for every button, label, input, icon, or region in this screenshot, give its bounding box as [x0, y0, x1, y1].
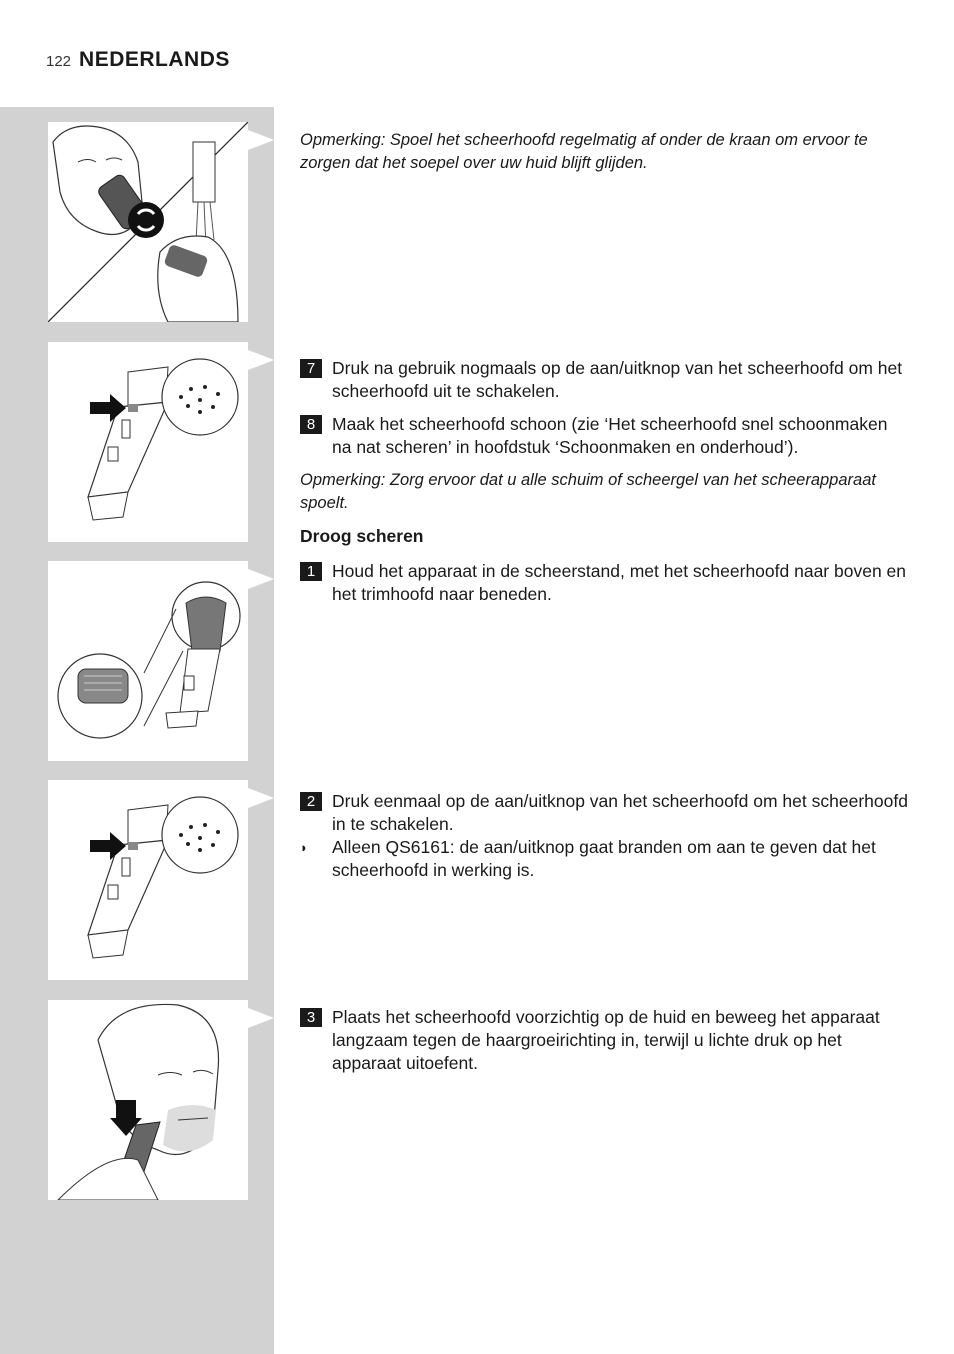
heading-dry-shaving: Droog scheren — [300, 526, 424, 546]
step-number-badge: 8 — [300, 415, 322, 434]
step-number-badge: 7 — [300, 359, 322, 378]
step-number-badge: 2 — [300, 792, 322, 811]
illustration-press-button — [48, 342, 248, 542]
section-language-title: NEDERLANDS — [79, 48, 230, 71]
step-number-badge: 3 — [300, 1008, 322, 1027]
bullet-text: Alleen QS6161: de aan/uitknop gaat branden om aan te geven dat het scheerhoofd in werking is. — [332, 837, 876, 880]
illustration-press-button-2 — [48, 780, 248, 980]
bullet-item — [300, 836, 910, 882]
bullet-marker-icon: ◗ — [300, 840, 308, 855]
section-switch-on — [300, 790, 910, 882]
illustration-pointer — [248, 569, 274, 589]
section-after-use — [300, 357, 910, 616]
illustration-pointer — [248, 350, 274, 370]
page-number: 122 — [46, 53, 72, 70]
step-2 — [300, 790, 910, 836]
section-rinse-note — [300, 129, 910, 175]
note-rinse: Opmerking: Spoel het scheerhoofd regelmatig af onder de kraan om ervoor te zorgen dat het soepel over uw huid blijft glijden. — [300, 131, 868, 172]
step-text: Houd het apparaat in de scheerstand, met het scheerhoofd naar boven en het trimhoofd naar beneden. — [332, 561, 907, 604]
step-1 — [300, 560, 910, 606]
step-text: Maak het scheerhoofd schoon (zie ‘Het scheerhoofd snel schoonmaken na nat scheren’ in hoofdstuk ‘Schoonmaken en onderhoud’). — [332, 414, 888, 457]
step-text: Druk na gebruik nogmaals op de aan/uitknop van het scheerhoofd om het scheerhoofd uit te schakelen. — [332, 358, 903, 401]
section-shave — [300, 1006, 910, 1085]
step-7 — [300, 357, 910, 403]
step-3 — [300, 1006, 910, 1075]
step-number-badge: 1 — [300, 562, 322, 581]
illustration-rinse-shaver — [48, 122, 248, 322]
page-header — [46, 48, 230, 72]
illustration-pointer — [248, 1008, 274, 1028]
illustration-pointer — [248, 130, 274, 150]
illustration-pointer — [248, 788, 274, 808]
step-8 — [300, 413, 910, 459]
illustration-shave-face — [48, 1000, 248, 1200]
step-text: Druk eenmaal op de aan/uitknop van het scheerhoofd om het scheerhoofd in te schakelen. — [332, 791, 908, 834]
note-foam: Opmerking: Zorg ervoor dat u alle schuim of scheergel van het scheerapparaat spoelt. — [300, 471, 876, 512]
illustration-shaving-position — [48, 561, 248, 761]
step-text: Plaats het scheerhoofd voorzichtig op de huid en beweeg het apparaat langzaam tegen de haargroeirichting in, terwijl u lichte druk op het apparaat uitoefent. — [332, 1007, 880, 1073]
